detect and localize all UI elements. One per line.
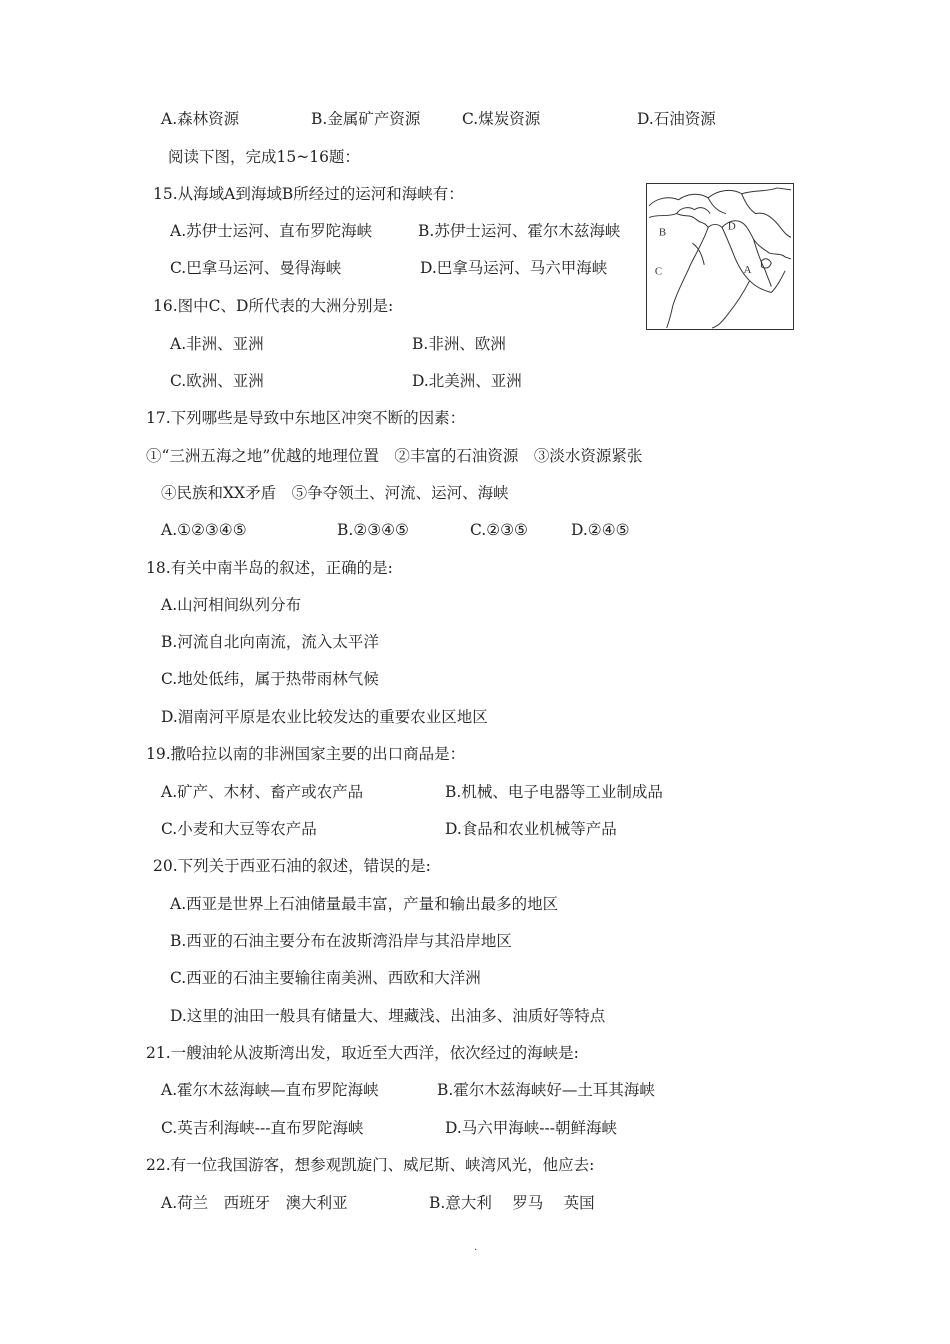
- q17-option-c: C.②③⑤: [470, 521, 528, 539]
- q19-option-b: B.机械、电子电器等工业制成品: [445, 783, 663, 801]
- q16-option-a: A.非洲、亚洲: [170, 335, 264, 353]
- q17-stem: 17.下列哪些是导致中东地区冲突不断的因素：: [146, 409, 466, 427]
- q16-option-c: C.欧洲、亚洲: [170, 372, 264, 390]
- q14-option-a: A.森林资源: [161, 110, 240, 128]
- instruction: 阅读下图，完成15~16题：: [168, 148, 360, 166]
- q19-option-d: D.食品和农业机械等产品: [445, 820, 617, 838]
- q15-option-c: C.巴拿马运河、曼得海峡: [170, 259, 342, 277]
- q15-option-b: B.苏伊士运河、霍尔木兹海峡: [418, 222, 621, 240]
- q22-stem: 22.有一位我国游客，想参观凯旋门、威尼斯、峡湾风光，他应去:: [146, 1156, 595, 1174]
- q17-items-line2: ④民族和XX矛盾 ⑤争夺领土、河流、运河、海峡: [161, 484, 509, 502]
- footer-dot: .: [474, 1242, 478, 1253]
- middle-east-map: [646, 183, 794, 330]
- q21-option-c: C.英吉利海峡---直布罗陀海峡: [161, 1119, 364, 1137]
- q20-stem: 20.下列关于西亚石油的叙述，错误的是:: [153, 857, 431, 875]
- q20-option-a: A.西亚是世界上石油储量最丰富，产量和输出最多的地区: [170, 895, 559, 913]
- q17-option-d: D.②④⑤: [571, 521, 630, 539]
- q18-option-d: D.湄南河平原是农业比较发达的重要农业区地区: [161, 708, 488, 726]
- q22-option-b: B.意大利 罗马 英国: [429, 1194, 595, 1212]
- map-label-a: A: [743, 263, 752, 276]
- q21-option-a: A.霍尔木兹海峡—直布罗陀海峡: [161, 1081, 379, 1099]
- q15-stem: 15.从海域A到海域B所经过的运河和海峡有：: [153, 185, 464, 203]
- q16-option-b: B.非洲、欧洲: [412, 335, 506, 353]
- q17-option-b: B.②③④⑤: [337, 521, 409, 539]
- q16-stem: 16.图中C、D所代表的大洲分别是:: [153, 297, 394, 315]
- q16-option-d: D.北美洲、亚洲: [412, 372, 522, 390]
- q14-option-b: B.金属矿产资源: [311, 110, 421, 128]
- q19-option-a: A.矿产、木材、畜产或农产品: [161, 783, 364, 801]
- q22-option-a: A.荷兰 西班牙 澳大利亚: [161, 1194, 348, 1212]
- map-label-c: C: [654, 265, 663, 278]
- q19-stem: 19.撒哈拉以南的非洲国家主要的出口商品是：: [146, 745, 466, 763]
- q18-option-b: B.河流自北向南流，流入太平洋: [161, 633, 379, 651]
- q15-option-d: D.巴拿马运河、马六甲海峡: [420, 259, 608, 277]
- q20-option-d: D.这里的油田一般具有储量大、埋藏浅、出油多、油质好等特点: [170, 1007, 606, 1025]
- map-label-b: B: [658, 226, 667, 239]
- q14-option-d: D.石油资源: [637, 110, 716, 128]
- q17-items-line1: ①“三洲五海之地”优越的地理位置 ②丰富的石油资源 ③淡水资源紧张: [146, 447, 643, 465]
- q21-option-b: B.霍尔木兹海峡好—土耳其海峡: [437, 1081, 655, 1099]
- q18-stem: 18.有关中南半岛的叙述，正确的是:: [146, 559, 393, 577]
- q20-option-c: C.西亚的石油主要输往南美洲、西欧和大洋洲: [170, 969, 481, 987]
- q18-option-a: A.山河相间纵列分布: [161, 596, 302, 614]
- q20-option-b: B.西亚的石油主要分布在波斯湾沿岸与其沿岸地区: [170, 932, 512, 950]
- map-drawing: [647, 184, 793, 329]
- q15-option-a: A.苏伊士运河、直布罗陀海峡: [170, 222, 373, 240]
- q18-option-c: C.地处低纬，属于热带雨林气候: [161, 670, 379, 688]
- q21-stem: 21.一艘油轮从波斯湾出发，取近至大西洋，依次经过的海峡是:: [146, 1044, 579, 1062]
- q21-option-d: D.马六甲海峡---朝鲜海峡: [445, 1119, 618, 1137]
- q14-option-c: C.煤炭资源: [462, 110, 541, 128]
- map-label-d: D: [727, 220, 736, 233]
- q17-option-a: A.①②③④⑤: [161, 521, 247, 539]
- q19-option-c: C.小麦和大豆等农产品: [161, 820, 317, 838]
